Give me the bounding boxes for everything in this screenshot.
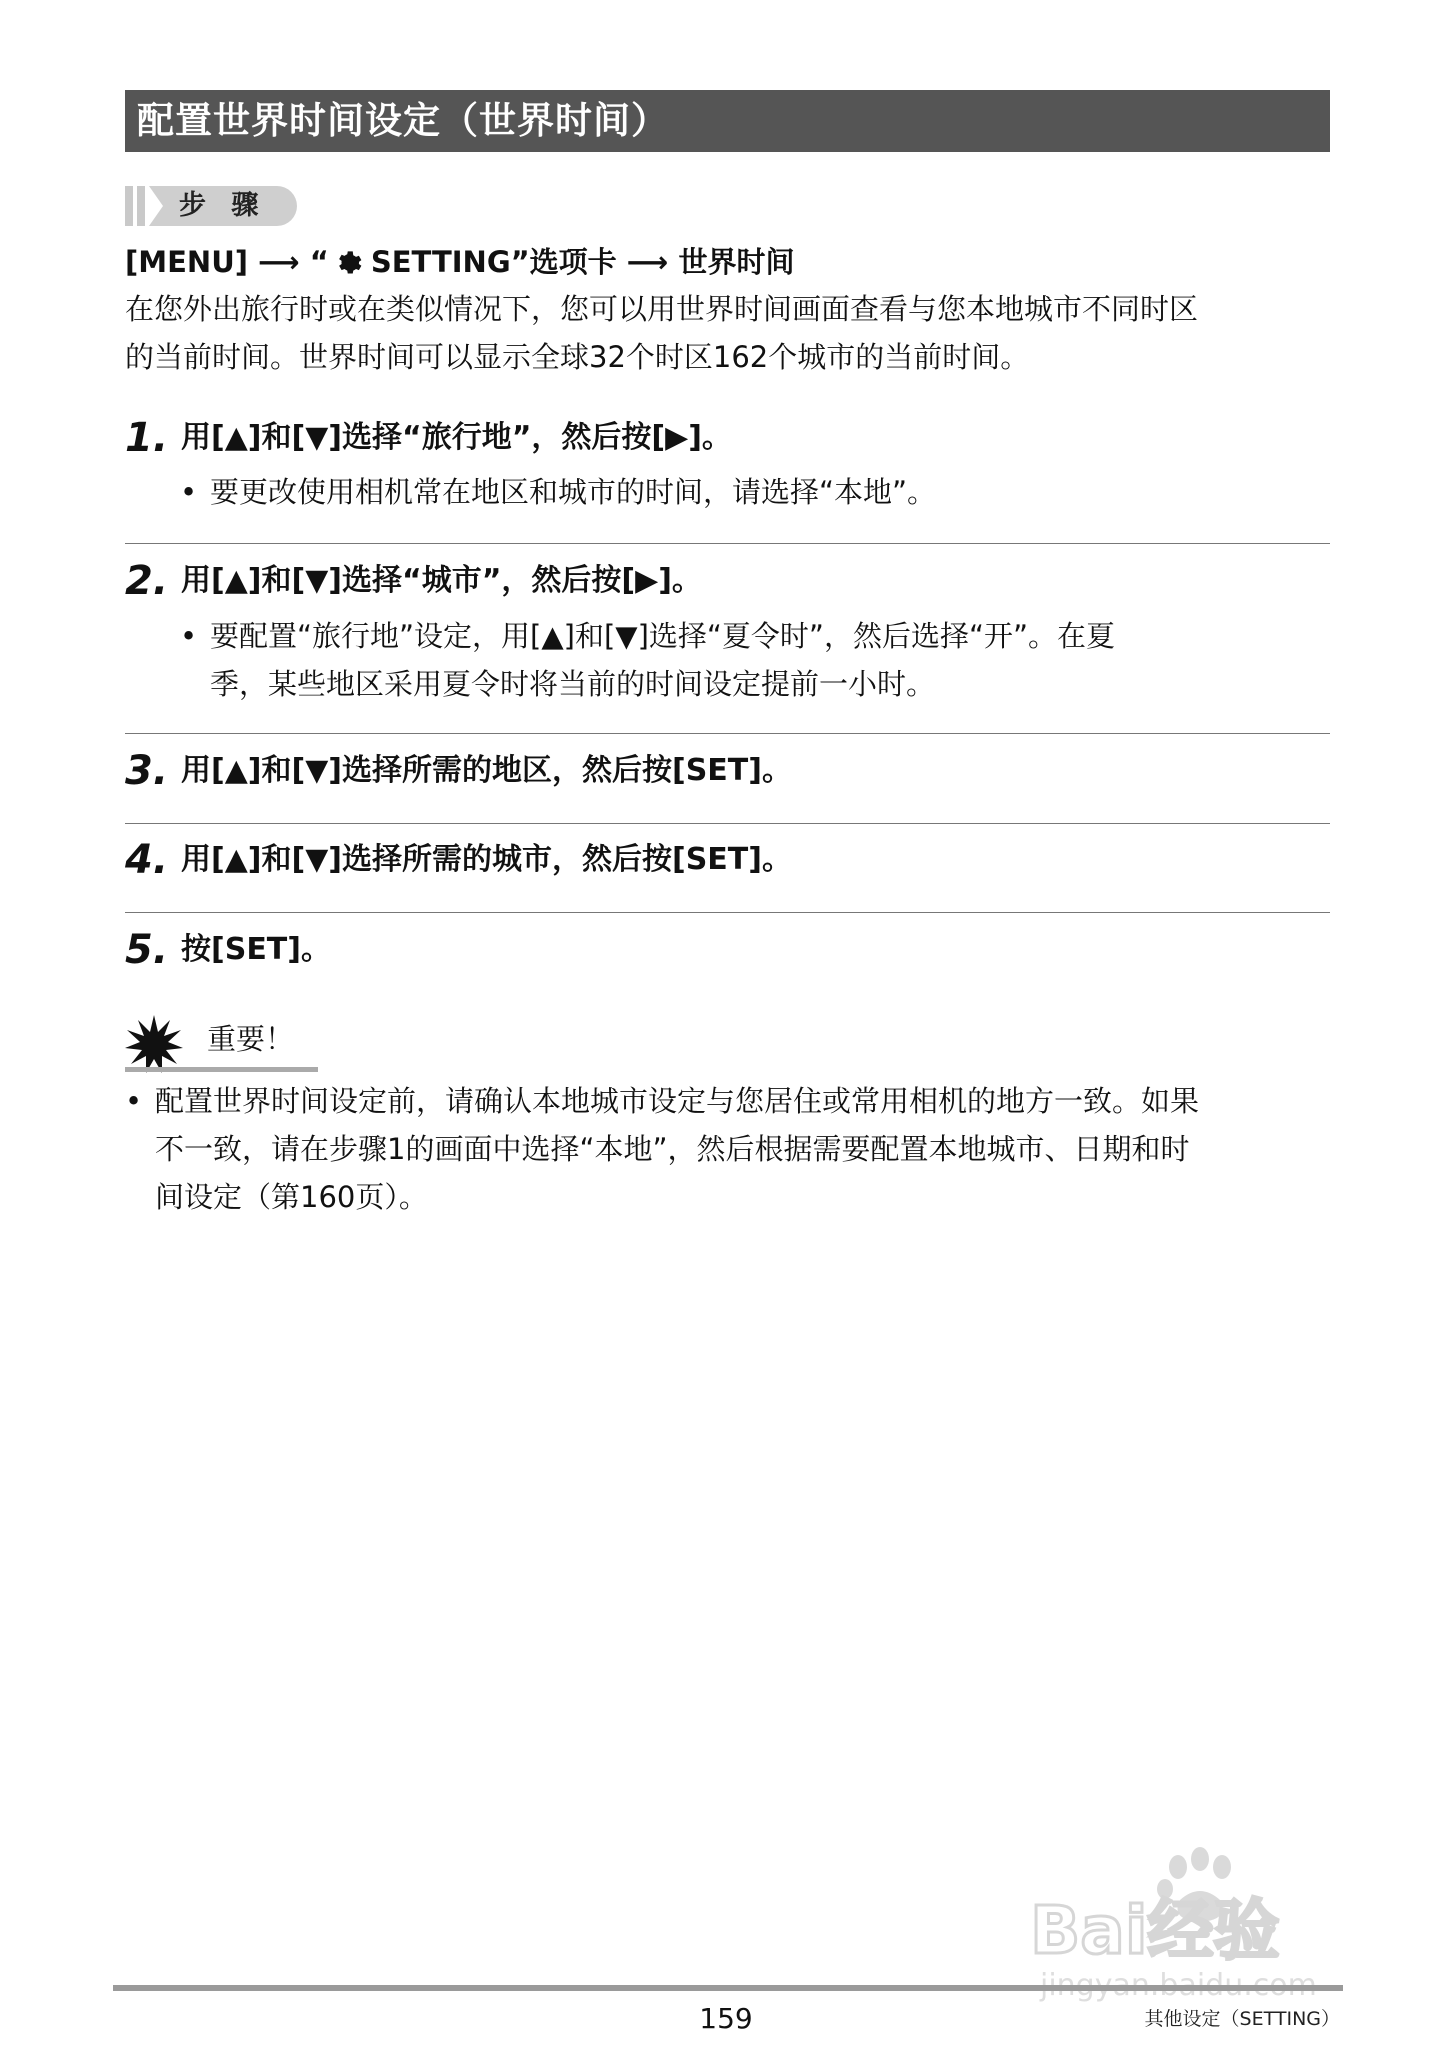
- important-note: [125, 1077, 1199, 1125]
- starburst-icon: [125, 1015, 183, 1073]
- important-note-continuation: 间设定（第160页）。: [155, 1180, 428, 1214]
- step-note-continuation: 季，某些地区采用夏令时将当前的时间设定提前一小时。: [210, 667, 936, 701]
- step-text: 用[▲]和[▼]选择所需的地区，然后按[SET]。: [181, 753, 792, 788]
- footer-rule: [113, 1985, 1343, 1991]
- steps-tag: [125, 186, 297, 226]
- step-text: 按[SET]。: [181, 932, 331, 967]
- watermark-brand: Bai经验: [1030, 1892, 1280, 1969]
- steps-tag-label: 步 骤: [149, 186, 297, 226]
- intro-text-line: 的当前时间。世界时间可以显示全球32个时区162个城市的当前时间。: [125, 340, 1030, 374]
- step-4: [125, 832, 792, 888]
- important-underline: [125, 1067, 318, 1072]
- important-note-continuation: 不一致，请在步骤1的画面中选择“本地”，然后根据需要配置本地城市、日期和时: [155, 1132, 1190, 1166]
- step-2: [125, 553, 702, 609]
- step-note: [180, 468, 936, 516]
- step-note-text: 要配置“旅行地”设定，用[▲]和[▼]选择“夏令时”，然后选择“开”。在夏: [210, 619, 1116, 653]
- step-number: 4.: [125, 837, 169, 883]
- baidu-watermark: [1030, 1845, 1370, 2005]
- tag-notch-decoration: [149, 186, 163, 226]
- divider: [125, 823, 1330, 824]
- step-note-text: 要更改使用相机常在地区和城市的时间，请选择“本地”。: [210, 475, 937, 509]
- bullet-icon: •: [125, 1084, 143, 1118]
- step-number: 5.: [125, 927, 169, 973]
- bullet-icon: •: [180, 619, 198, 653]
- step-text: 用[▲]和[▼]选择“城市”，然后按[▶]。: [181, 563, 702, 598]
- step-5: [125, 922, 331, 978]
- step-number: 2.: [125, 558, 169, 604]
- important-label: 重要！: [207, 1022, 295, 1056]
- intro-text-line: 在您外出旅行时或在类似情况下，您可以用世界时间画面查看与您本地城市不同时区: [125, 292, 1199, 326]
- divider: [125, 733, 1330, 734]
- important-heading: [125, 1015, 325, 1073]
- tag-bar-decoration: [125, 186, 133, 226]
- step-number: 3.: [125, 748, 169, 794]
- bullet-icon: •: [180, 475, 198, 509]
- step-3: [125, 743, 792, 799]
- menu-path-prefix: [MENU] ⟶ “: [125, 245, 329, 279]
- step-text: 用[▲]和[▼]选择“旅行地”，然后按[▶]。: [181, 420, 732, 455]
- tag-bar-decoration: [137, 186, 145, 226]
- gear-icon: [335, 247, 365, 277]
- step-note: [180, 612, 1115, 660]
- step-1: [125, 410, 732, 466]
- menu-path-setting: SETTING”选项卡 ⟶ 世界时间: [370, 245, 795, 279]
- important-note-text: 配置世界时间设定前，请确认本地城市设定与您居住或常用相机的地方一致。如果: [155, 1084, 1200, 1118]
- page-title: 配置世界时间设定（世界时间）: [125, 90, 1330, 152]
- page-number: 159: [699, 2002, 753, 2035]
- divider: [125, 543, 1330, 544]
- divider: [125, 912, 1330, 913]
- step-text: 用[▲]和[▼]选择所需的城市，然后按[SET]。: [181, 842, 792, 877]
- footer-section-title: 其他设定（SETTING）: [1144, 2008, 1340, 2030]
- menu-path: [125, 238, 794, 282]
- step-number: 1.: [125, 415, 169, 461]
